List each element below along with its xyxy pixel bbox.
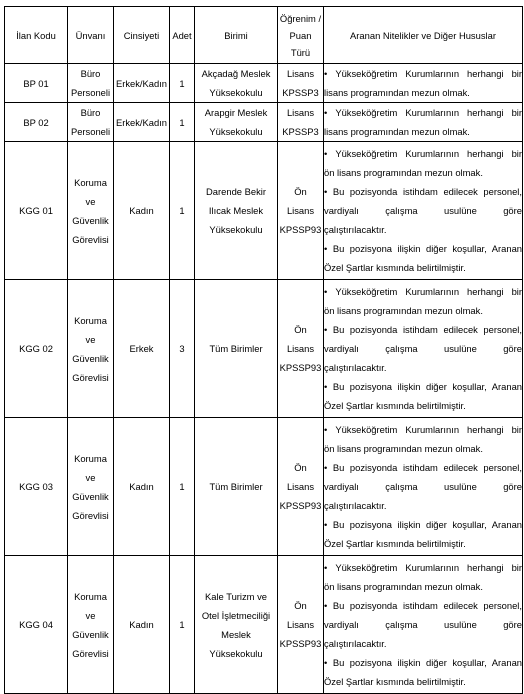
ogrenim-cell-line: Ön <box>294 462 307 473</box>
requirement-line: Özel Şartlar kısmında belirtilmiştir. <box>324 400 466 411</box>
birim-cell-line: Kale Turizm ve <box>205 590 267 602</box>
ogrenim-cell-line: Lisans <box>286 107 315 118</box>
ilan-kodu-cell: KGG 04 <box>5 556 68 694</box>
adet-cell: 1 <box>170 418 195 556</box>
cinsiyet-cell: Erkek/Kadın <box>114 103 170 142</box>
cinsiyet-cell: Erkek/Kadın <box>114 64 170 103</box>
requirement-line: çalıştırılacaktır. <box>324 500 387 511</box>
unvan-cell-line: Koruma <box>74 452 107 464</box>
requirement-bullet-line: • Yükseköğretim Kurumlarının herhangi bir <box>324 64 522 83</box>
requirement-line: Özel Şartlar kısmında belirtilmiştir. <box>324 538 466 549</box>
ogrenim-cell-line: KPSSP93 <box>279 638 322 649</box>
ogrenim-cell-line: Lisans <box>286 205 315 216</box>
ilan-kodu-cell: BP 02 <box>5 103 68 142</box>
unvan-cell-line: Koruma <box>74 176 107 188</box>
requirement-line: ön lisans programından mezun olmak. <box>324 167 483 178</box>
requirement-line: lisans programından mezun olmak. <box>324 87 470 98</box>
requirement-line: ön lisans programından mezun olmak. <box>324 581 483 592</box>
birim-cell-line: Tüm Birimler <box>209 481 263 492</box>
header-ogrenim-line: Öğrenim / <box>279 12 322 24</box>
header-row <box>5 7 523 64</box>
birim-cell-line: Yüksekokulu <box>209 647 263 659</box>
unvan-cell <box>68 103 114 142</box>
header-birimi: Birimi <box>195 7 278 64</box>
ilan-kodu-cell: KGG 03 <box>5 418 68 556</box>
cinsiyet-cell: Erkek <box>114 280 170 418</box>
birim-cell <box>195 64 278 103</box>
unvan-cell <box>68 556 114 694</box>
aranan-nitelikler-cell <box>324 64 523 103</box>
unvan-cell-line: Görevlisi <box>72 371 109 383</box>
requirement-bullet-line: • Bu pozisyona ilişkin diğer koşullar, Aranan <box>324 653 522 672</box>
aranan-nitelikler-cell <box>324 418 523 556</box>
header-adet: Adet <box>170 7 195 64</box>
unvan-cell-line: ve <box>85 195 96 207</box>
table-row <box>5 142 523 280</box>
unvan-cell-line: Görevlisi <box>72 233 109 245</box>
unvan-cell-line: ve <box>85 333 96 345</box>
unvan-cell-line: Koruma <box>74 314 107 326</box>
unvan-cell-line: Büro <box>80 68 101 79</box>
ilan-kodu-cell: BP 01 <box>5 64 68 103</box>
birim-cell <box>195 103 278 142</box>
ogrenim-cell <box>278 418 324 556</box>
ogrenim-cell-line: Lisans <box>286 481 315 492</box>
header-aranan-nitelikler: Aranan Nitelikler ve Diğer Hususlar <box>324 7 523 64</box>
requirement-bullet-line: • Yükseköğretim Kurumlarının herhangi bir <box>324 558 522 577</box>
requirement-bullet-line: • Bu pozisyonda istihdam edilecek personel, <box>324 182 522 201</box>
birim-cell <box>195 280 278 418</box>
unvan-cell-line: Görevlisi <box>72 647 109 659</box>
requirement-line: çalıştırılacaktır. <box>324 362 387 373</box>
adet-cell: 3 <box>170 280 195 418</box>
birim-cell <box>195 142 278 280</box>
job-postings-table <box>4 6 523 694</box>
requirement-line: ön lisans programından mezun olmak. <box>324 305 483 316</box>
aranan-nitelikler-cell <box>324 142 523 280</box>
ogrenim-cell-line: Ön <box>294 600 307 611</box>
ogrenim-cell <box>278 280 324 418</box>
cinsiyet-cell: Kadın <box>114 418 170 556</box>
unvan-cell-line: ve <box>85 609 96 621</box>
cinsiyet-cell: Kadın <box>114 556 170 694</box>
unvan-cell-line: Güvenlik <box>72 490 109 502</box>
birim-cell <box>195 418 278 556</box>
requirement-bullet-line: • Yükseköğretim Kurumlarının herhangi bir <box>324 144 522 163</box>
adet-cell: 1 <box>170 64 195 103</box>
header-unvani: Ünvanı <box>68 7 114 64</box>
birim-cell-line: Darende Bekir <box>206 186 266 197</box>
unvan-cell <box>68 280 114 418</box>
ogrenim-cell <box>278 556 324 694</box>
unvan-cell-line: Güvenlik <box>72 628 109 640</box>
birim-cell-line: Yüksekokulu <box>209 126 263 137</box>
adet-cell: 1 <box>170 556 195 694</box>
requirement-line: çalıştırılacaktır. <box>324 638 387 649</box>
unvan-cell-line: Personeli <box>70 126 111 137</box>
header-cinsiyeti: Cinsiyeti <box>114 7 170 64</box>
requirement-bullet-line: • Bu pozisyonda istihdam edilecek personel, <box>324 320 522 339</box>
unvan-cell <box>68 142 114 280</box>
birim-cell-line: Arapgir Meslek <box>204 107 268 118</box>
ogrenim-cell <box>278 64 324 103</box>
requirement-bullet-line: • Bu pozisyonda istihdam edilecek personel, <box>324 596 522 615</box>
unvan-cell-line: Güvenlik <box>72 214 109 226</box>
requirement-line: ön lisans programından mezun olmak. <box>324 443 483 454</box>
table-body <box>5 64 523 694</box>
requirement-line: vardiyalı çalışma usulüne göre <box>324 205 522 216</box>
requirement-line: vardiyalı çalışma usulüne göre <box>324 481 522 492</box>
ogrenim-cell-line: KPSSP93 <box>279 224 322 235</box>
requirement-line: lisans programından mezun olmak. <box>324 126 470 137</box>
ogrenim-cell-line: Ön <box>294 324 307 335</box>
unvan-cell-line: ve <box>85 471 96 483</box>
birim-cell-line: Akçadağ Meslek <box>201 68 271 79</box>
birim-cell-line: Yüksekokulu <box>209 224 263 235</box>
ogrenim-cell-line: Lisans <box>286 68 315 79</box>
requirement-line: Özel Şartlar kısmında belirtilmiştir. <box>324 262 466 273</box>
requirement-line: Özel Şartlar kısmında belirtilmiştir. <box>324 676 466 687</box>
cinsiyet-cell: Kadın <box>114 142 170 280</box>
header-ilan-kodu: İlan Kodu <box>5 7 68 64</box>
ogrenim-cell-line: Lisans <box>286 343 315 354</box>
unvan-cell <box>68 64 114 103</box>
ogrenim-cell-line: Ön <box>294 186 307 197</box>
requirement-bullet-line: • Bu pozisyona ilişkin diğer koşullar, Aranan <box>324 377 522 396</box>
table-row <box>5 280 523 418</box>
ogrenim-cell-line: KPSSP93 <box>279 500 322 511</box>
birim-cell-line: Ilıcak Meslek <box>208 205 264 216</box>
unvan-cell-line: Büro <box>80 107 101 118</box>
header-ogrenim-line: Puan <box>289 29 312 41</box>
requirement-bullet-line: • Bu pozisyona ilişkin diğer koşullar, Aranan <box>324 239 522 258</box>
requirement-bullet-line: • Bu pozisyonda istihdam edilecek personel, <box>324 458 522 477</box>
requirement-line: çalıştırılacaktır. <box>324 224 387 235</box>
requirement-line: vardiyalı çalışma usulüne göre <box>324 343 522 354</box>
ogrenim-cell <box>278 103 324 142</box>
unvan-cell-line: Koruma <box>74 590 107 602</box>
birim-cell <box>195 556 278 694</box>
table-row <box>5 556 523 694</box>
header-ogrenim-puan-turu <box>278 7 324 64</box>
birim-cell-line: Tüm Birimler <box>209 343 263 354</box>
adet-cell: 1 <box>170 103 195 142</box>
requirement-bullet-line: • Yükseköğretim Kurumlarının herhangi bir <box>324 282 522 301</box>
birim-cell-line: Yüksekokulu <box>209 87 263 98</box>
birim-cell-line: Otel İşletmeciliği <box>201 609 271 621</box>
header-ogrenim-line: Türü <box>290 46 311 58</box>
aranan-nitelikler-cell <box>324 280 523 418</box>
ilan-kodu-cell: KGG 01 <box>5 142 68 280</box>
ilan-kodu-cell: KGG 02 <box>5 280 68 418</box>
requirement-bullet-line: • Yükseköğretim Kurumlarının herhangi bir <box>324 103 522 122</box>
ogrenim-cell-line: KPSSP3 <box>282 126 319 137</box>
table-row <box>5 418 523 556</box>
table-row <box>5 64 523 103</box>
aranan-nitelikler-cell <box>324 103 523 142</box>
ogrenim-cell-line: KPSSP3 <box>282 87 319 98</box>
ogrenim-cell-line: KPSSP93 <box>279 362 322 373</box>
ogrenim-cell-line: Lisans <box>286 619 315 630</box>
unvan-cell-line: Görevlisi <box>72 509 109 521</box>
requirement-line: vardiyalı çalışma usulüne göre <box>324 619 522 630</box>
unvan-cell <box>68 418 114 556</box>
aranan-nitelikler-cell <box>324 556 523 694</box>
unvan-cell-line: Personeli <box>70 87 111 98</box>
requirement-bullet-line: • Bu pozisyona ilişkin diğer koşullar, Aranan <box>324 515 522 534</box>
adet-cell: 1 <box>170 142 195 280</box>
ogrenim-cell <box>278 142 324 280</box>
table-row <box>5 103 523 142</box>
unvan-cell-line: Güvenlik <box>72 352 109 364</box>
birim-cell-line: Meslek <box>221 628 251 640</box>
requirement-bullet-line: • Yükseköğretim Kurumlarının herhangi bir <box>324 420 522 439</box>
